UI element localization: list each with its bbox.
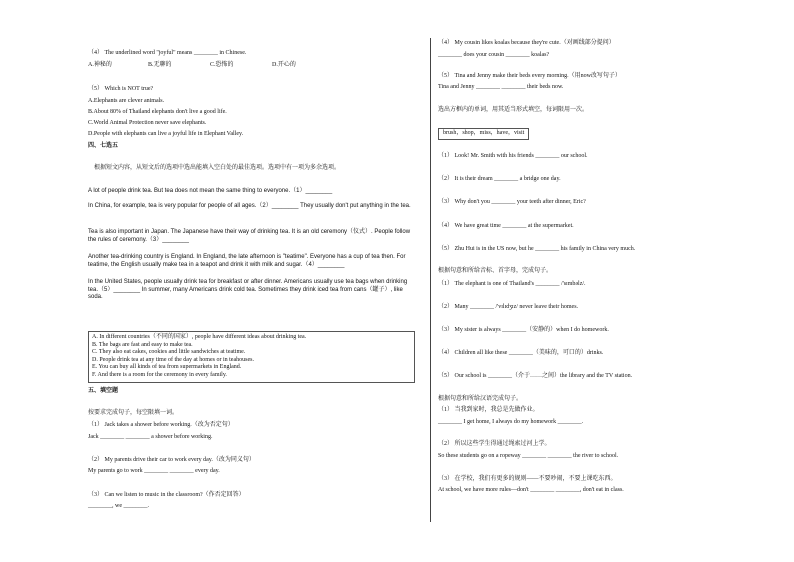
answer-line: Tina and Jenny ________ ________ their beds now.	[438, 84, 564, 90]
fill-item: （4） Children all like these ________（美味的，可口的）drinks.	[438, 350, 604, 356]
fill-item: （1） 当我到家时，我总是先做作业。	[438, 407, 539, 413]
fill-item: （5） Zhu Hui is in the US now, but he ________ his family in China very much.	[438, 246, 636, 252]
choice-b: B. The bags are fast and easy to make tea.	[92, 341, 193, 348]
section-instruction: 根据句意和所给汉语完成句子。	[438, 396, 523, 402]
option-c: C.恐怖的	[210, 62, 234, 68]
fill-item: （2） Many ________ /'vɪlɪdʒɪz/ never leave their homes.	[438, 304, 579, 310]
option-b: B.无聊的	[148, 62, 172, 68]
option-a: A.神秘的	[88, 62, 112, 68]
q5-option-c: C.World Animal Protection never save elephants.	[88, 120, 207, 126]
passage-paragraph: A lot of people drink tea. But tea does not mean the same thing to everyone.（1）________	[88, 188, 333, 194]
question-5: （5） Tina and Jenny make their beds every morning.（用now改写句子）	[438, 73, 621, 79]
section-title: 五、填空题	[88, 388, 119, 394]
fill-answer: At school, we have more rules—don't ________ ________, don't eat in class.	[438, 487, 624, 493]
section-instruction: 根据短文内容，从短文后的选项中选出能填入空白处的最佳选项。选项中有一项为多余选项。	[94, 165, 341, 171]
fill-item: （1） The elephant is one of Thailand's ________ /'sɪmbəlz/.	[438, 281, 586, 287]
passage-paragraph: In the United States, people usually drink tea for breakfast or after dinner. Americans usually use tea bags when drinking tea.（5）________ In summer, many Americans drink cold tea. Sometimes they drink iced tea from cans（罐子）, like soda.	[88, 279, 408, 300]
fill-item: （1） Jack takes a shower before working.（改为否定句）	[88, 422, 234, 428]
fill-answer: ________, we ________.	[88, 503, 149, 509]
section-instruction: 按要求完成句子，每空限填一词。	[88, 410, 179, 416]
fill-item: （1） Look! Mr. Smith with his friends ________ our school.	[438, 153, 588, 159]
fill-item: （3） Can we listen to music in the classroom?（作否定回答）	[88, 492, 245, 498]
left-column	[88, 0, 423, 562]
passage-paragraph: Another tea-drinking country is England. In England, the late afternoon is "teatime". Everyone has a cup of tea then. For teatime, the English usually make tea in a teapot and drink it with milk and sugar.（4）________	[88, 254, 406, 268]
question-4: （4） The underlined word "joyful" means ________ in Chinese.	[88, 50, 247, 56]
answer-line: ________ does your cousin ________ koalas?	[438, 52, 550, 58]
section-instruction: 选出方框内的单词，用其适当形式填空，每词限用一次。	[438, 107, 589, 113]
column-divider	[430, 38, 431, 522]
fill-answer: So these students go on a ropeway ________ ________ the river to school.	[438, 453, 619, 459]
fill-item: （3） Why don't you ________ your teeth after dinner, Eric?	[438, 199, 586, 205]
word-box: brush，shop，miss，have，visit	[438, 128, 529, 140]
right-column	[438, 0, 783, 562]
choice-c: C. They also eat cakes, cookies and little sandwiches at teatime.	[92, 349, 246, 355]
choice-f: F. And there is a room for the ceremony in every family.	[92, 371, 227, 378]
fill-answer: My parents go to work ________ ________ every day.	[88, 468, 220, 474]
passage-paragraph: In China, for example, tea is very popular for people of all ages.（2）________ They usually don't put anything in the tea.	[88, 203, 411, 209]
fill-item: （2） 所以这些学生得通过绳索过河上学。	[438, 441, 551, 447]
fill-item: （4） We have great time ________ at the supermarket.	[438, 223, 574, 229]
options-box	[88, 331, 415, 383]
fill-item: （3） My sister is always ________（安静的）when I do homework.	[438, 327, 609, 333]
question-5: （5） Which is NOT true?	[88, 86, 154, 92]
fill-item: （2） My parents drive their car to work every day.（改为同义句）	[88, 457, 255, 463]
question-4: （4） My cousin likes koalas because they're cute.（对画线部分提问）	[438, 40, 615, 46]
q5-option-d: D.People with elephants can live a joyful life in Elephant Valley.	[88, 131, 244, 137]
fill-answer: Jack ________ ________ a shower before working.	[88, 434, 213, 440]
passage-paragraph: Tea is also important in Japan. The Japanese have their way of drinking tea. It is an old ceremony（仪式）. People follow the rules of ceremony.（3）________	[88, 229, 411, 243]
fill-item: （2） It is their dream ________ a bridge one day.	[438, 176, 561, 182]
section-instruction: 根据句意和所给音标、首字母，完成句子。	[438, 268, 553, 274]
choice-e: E. You can buy all kinds of tea from supermarkets in England.	[92, 364, 242, 370]
choice-a: A. In different countries（不同的国家）, people have different ideas about drinking tea.	[92, 334, 307, 340]
q5-option-a: A.Elephants are clever animals.	[88, 98, 165, 104]
fill-item: （5） Our school is ________（介于……之间）the library and the TV station.	[438, 373, 633, 379]
q5-option-b: B.About 80% of Thailand elephants don't live a good life.	[88, 109, 227, 115]
section-title: 四、七选五	[88, 143, 119, 149]
fill-answer: ________ I get home, I always do my homework ________.	[438, 419, 584, 425]
choice-d: D. People drink tea at any time of the day at homes or in teahouses.	[92, 356, 254, 363]
option-d: D.开心的	[272, 62, 296, 68]
fill-item: （3） 在学校，我们有更多的规则——不要吵闹，不要上课吃东西。	[438, 476, 617, 482]
